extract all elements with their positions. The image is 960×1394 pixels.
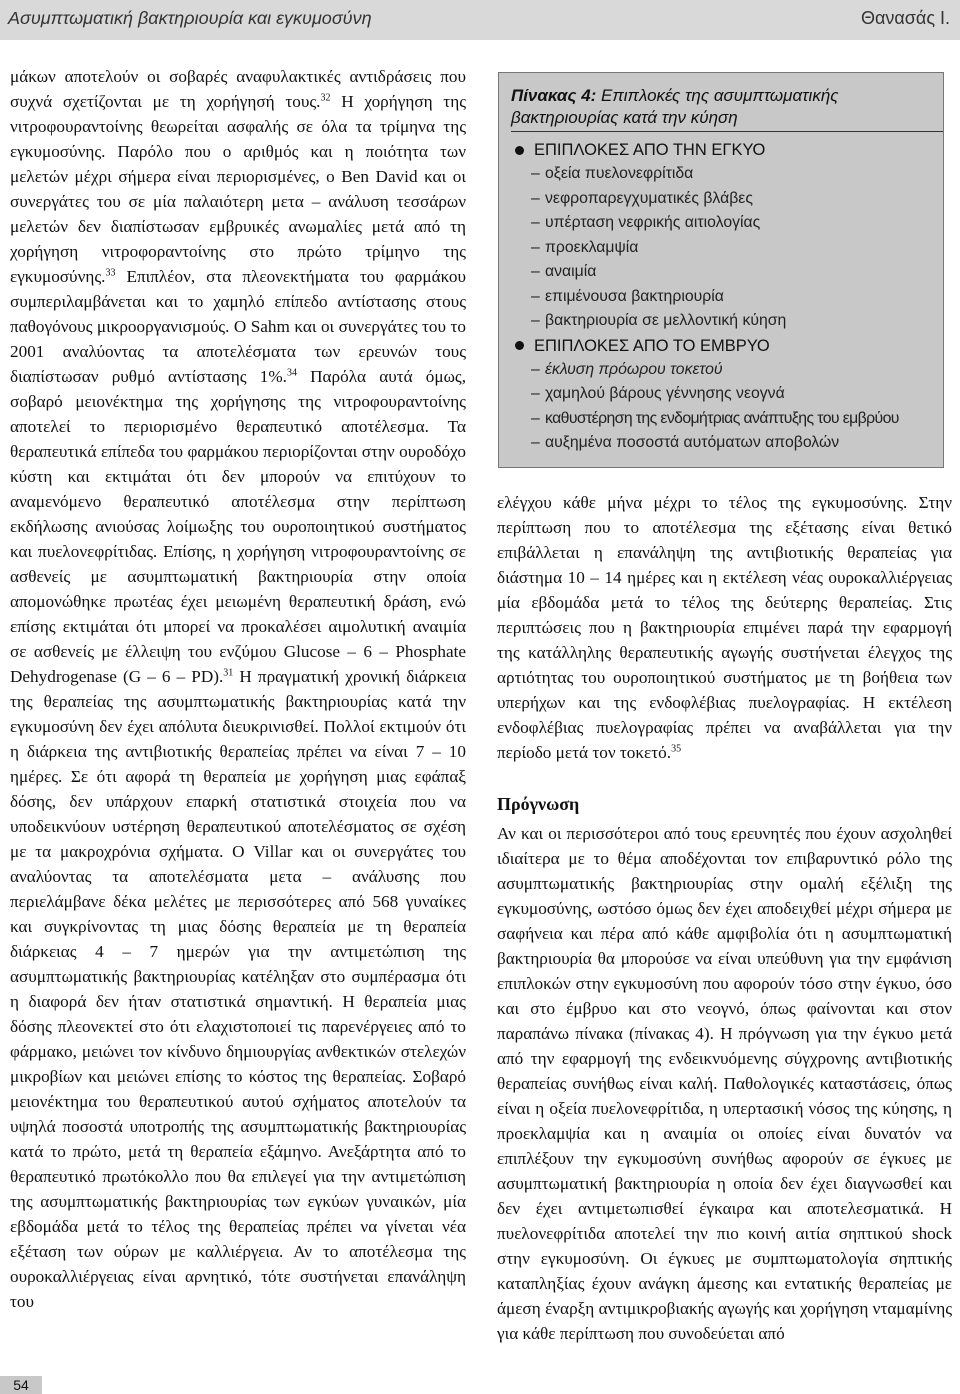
table-list-item [511, 309, 931, 334]
list-item-text: έκλυση πρόωρου τοκετού [545, 360, 723, 378]
table-caption [511, 85, 943, 132]
body-text: μάκων αποτελούν οι σοβαρές αναφυλακτικές αντιδράσεις που συχνά σχετίζονται με τη χορήγησή τους. [10, 67, 466, 111]
list-item-text: οξεία πυελονεφρίτιδα [545, 165, 694, 182]
table-list-item [511, 407, 931, 432]
citation-ref: 33 [105, 267, 116, 279]
citation-ref: 34 [286, 367, 297, 379]
dash-icon: – [531, 165, 540, 182]
body-paragraph: Αν και οι περισσότεροι από τους ερευνητές που έχουν ασχοληθεί ιδιαίτερα με το θέμα αποδέχονται τον επιβαρυντικό ρόλο της ασυμπτωματικής βακτηριουρίας στην ομαλή εξέλιξη της εγκυμοσύνης, ωστόσο όμως δεν έχει αποδειχθεί μέχρι σήμερα με σαφήνεια και πέρα από κάθε αμφιβολία ότι η ασυμπτωματική βακτηριουρία θα μπορούσε να είναι υπεύθυνη για την εμφάνιση επιπλοκών στην εγκυμοσύνη που αφορούν τόσο στην έγκυο, όσο και στο έμβρυο και στο νεογνό, όπως φαίνονται και στον παραπάνω πίνακα (πίνακας 4). Η πρόγνωση για την έγκυο μετά από την εφαρμογή της ενδεικνυόμενης σύγχρονης αντιβιοτικής θεραπείας συνήθως είναι καλή. Παθολογικές καταστάσεις, όπως είναι η οξεία πυελονεφρίτιδα, η υπερτασική νόσος της κύησης, η προεκλαμψία και η αναιμία οι οποίες είναι δυνατόν να επιπλέξουν την εγκυμοσύνη συνήθως αφορούν σε έγκυες με ασυμπτωματική βακτηριουρία η οποία δεν έχει διαγνωσθεί και δεν έχει αντιμετωπισθεί έγκαιρα και αποτελεσματικά. Η πυελονεφρίτιδα αποτελεί την πιο κοινή αιτία σηπτικού shock στην εγκυμοσύνη. Οι έγκυες με συμπτωματολογία σηπτικής καταπληξίας έχουν ανάγκη άμεσης και εντατικής θεραπείας με άμεση έναρξη αντιμικροβιακής αγωγής και χορήγηση νταμαμίνης για κάθε περίπτωση που συνοδεύεται από [497, 824, 952, 1343]
table-list-item [511, 285, 931, 310]
table-list-item [511, 382, 931, 407]
running-header [0, 0, 960, 40]
table-group-heading [511, 138, 931, 162]
body-text: ελέγχου κάθε μήνα μέχρι το τέλος της εγκυμοσύνης. Στην περίπτωση που το αποτέλεσμα της εξέτασης είναι θετικό επιβάλλεται η επανάληψη της αντιβιοτικής θεραπείας για διάστημα 10 – 14 ημέρες και η εκτέλεση νέας ουροκαλλιέργειας μία εβδομάδα μετά το τέλος της δεύτερης θεραπείας. Στις περιπτώσεις που η βακτηριουρία επιμένει παρά την εφαρμογή της κατάλληλης θεραπευτικής αγωγής συστήνεται έλεγχος της αρτιότητας του ουροποιητικού συστήματος με τη βοήθεια των υπερήχων και της ενδοφλέβιας πυελογραφίας. Η εκτέλεση ενδοφλέβιας πυελογραφίας πρέπει να αναβάλλεται για την περίοδο μετά τον τοκετό. [497, 493, 952, 762]
group-heading-text: ΕΠΙΠΛΟΚΕΣ ΑΠΟ ΤΟ ΕΜΒΡΥΟ [534, 336, 770, 355]
header-author: Θανασάς Ι. [860, 8, 950, 28]
table-list-item [511, 187, 931, 212]
dash-icon: – [531, 214, 540, 231]
table-list-item [511, 431, 931, 456]
body-text: Επιπλέον, στα πλεονεκτήματα του φαρμάκου συμπεριλαμβάνεται και το χαμηλό επίπεδο αντίστασης στους παθογόνους μικροοργανισμούς. Ο Sahm και οι συνεργάτες του το 2001 αναλύοντας τα αποτελέσματα των ερευνών τους διαπίστωσαν ρυθμό αντίστασης 1%. [10, 267, 466, 386]
table-list-item [511, 211, 931, 236]
citation-ref: 31 [223, 667, 234, 679]
dash-icon: – [531, 238, 540, 256]
citation-ref: 32 [320, 92, 331, 104]
list-item-text: αυξημένα ποσοστά αυτόματων αποβολών [545, 434, 840, 451]
list-item-text: επιμένουσα βακτηριουρία [545, 287, 724, 305]
table-caption-text: Επιπλοκές της ασυμπτωματικής βακτηριουρίας κατά την κύηση [511, 86, 839, 127]
body-paragraph [497, 490, 952, 765]
bullet-icon [515, 146, 524, 155]
list-item-text: προεκλαμψία [545, 238, 639, 256]
list-item-text: αναιμία [545, 263, 597, 280]
table-list-item [511, 260, 931, 285]
left-column [10, 64, 466, 1314]
table-group-heading [511, 334, 931, 358]
dash-icon: – [531, 409, 540, 427]
section-heading-prognosis: Πρόγνωση [497, 794, 580, 814]
list-item-text: νεφροπαρεγχυματικές βλάβες [545, 189, 753, 207]
header-article-title: Ασυμπτωματική βακτηριουρία και εγκυμοσύνη [8, 8, 372, 28]
bullet-icon [515, 341, 524, 350]
dash-icon: – [531, 312, 540, 329]
table-caption-label: Πίνακας 4: [511, 86, 597, 105]
table-list-item [511, 236, 931, 261]
dash-icon: – [531, 263, 540, 280]
list-item-text: βακτηριουρία σε μελλοντική κύηση [545, 312, 787, 329]
table-4 [498, 72, 944, 468]
citation-ref: 35 [671, 743, 682, 755]
body-text: Η πραγματική χρονική διάρκεια της θεραπείας της ασυμπτωματικής βακτηριουρίας κατά την εγκυμοσύνη δεν έχει απόλυτα διευκρινισθεί. Πολλοί εκτιμούν ότι η διάρκεια της αντιβιοτικής θεραπείας πρέπει να είναι 7 – 10 ημέρες. Σε ότι αφορά τη θεραπεία με χορήγηση μιας εφάπαξ δόσης, δεν υπάρχουν επαρκή στατιστικά στοιχεία που να υποδεικνύουν υστέρηση θεραπευτικού αποτελέσματος σε σχέση με τα μακροχρόνια σχήματα. Ο Villar και οι συνεργάτες του αναλύοντας τα αποτελέσματα μετα – ανάλυσης που περιελάμβανε δέκα μελέτες με περισσότερες από 568 γυναίκες και συγκρίνοντας τη μιας δόσης θεραπεία με τη θεραπεία διάρκειας 4 – 7 ημερών για την αντιμετώπιση της ασυμπτωματικής βακτηριουρίας κατέληξαν στο συμπέρασμα ότι η διαφορά δεν ήταν στατιστικά σημαντική. Η θεραπεία μιας δόσης πλεονεκτεί στο ότι ελαχιστοποιεί τις παρενέργειες από το φάρμακο, μειώνει τον κίνδυνο δημιουργίας ανθεκτικών στελεχών μικροβίων και μειώνει επίσης το κόστος της θεραπείας. Σοβαρό μειονέκτημα του θεραπευτικού αυτού σχήματος αποτελούν τα υψηλά ποσοστά υποτροπής της ασυμπτωματικής βακτηριουρίας κατά το πρώτο, μετά τη θεραπεία εξάμηνο. Ανεξάρτητα από το θεραπευτικό πρωτόκολλο που θα επιλεγεί για την αντιμετώπιση της ασυμπτωματικής βακτηριουρίας των εγκύων γυναικών, μία εβδομάδα μετά το τέλος της θεραπείας πρέπει να γίνεται νέα εξέταση των ούρων με καλλιέργεια. Αν το αποτέλεσμα της ουροκαλλιέργειας είναι αρνητικό, τότε συστήνεται επανάληψη του [10, 667, 467, 1311]
body-text: Η χορήγηση της νιτροφουραντοίνης θεωρείται ασφαλής σε όλα τα τρίμηνα της εγκυμοσύνης. Παρόλο που ο αριθμός και η ποιότητα των μελετών μέχρι σήμερα είναι περιορισμένες, ο Ben David και οι συνεργάτες του σε μία παλαιότερη μετα – ανάλυση τεσσάρων μελετών δεν διαπίστωσαν εμβρυικές ανωμαλίες μετά από τη χορήγηση νιτροφοραντοίνης στο πρώτο τρίμηνο της εγκυμοσύνης. [10, 92, 466, 286]
dash-icon: – [531, 360, 540, 378]
dash-icon: – [531, 287, 540, 305]
list-item-text: υπέρταση νεφρικής αιτιολογίας [545, 214, 761, 231]
table-list-item [511, 358, 931, 383]
list-item-text: καθυστέρηση της ενδομήτριας ανάπτυξης του εμβρύου [545, 409, 899, 427]
dash-icon: – [531, 189, 540, 207]
page-number: 54 [0, 1376, 42, 1394]
right-column [497, 490, 952, 1346]
group-heading-text: ΕΠΙΠΛΟΚΕΣ ΑΠΟ ΤΗΝ ΕΓΚΥΟ [534, 141, 766, 159]
dash-icon: – [531, 385, 540, 402]
body-text: Παρόλα αυτά όμως, σοβαρό μειονέκτημα της χορήγησης της νιτροφουραντοίνης αποτελεί το περιορισμένο θεραπευτικό αποτέλεσμα. Τα θεραπευτικά επίπεδα του φαρμάκου περιορίζονται στην ουροδόχο κύστη και εκτιμάται ότι δεν μπορούν να επιτύχουν το αναμενόμενο θεραπευτικό αποτέλεσμα στην περίπτωση εκδήλωσης ανιούσας λοίμωξης του ουροποιητικού συστήματος και πυελονεφρίτιδας. Επίσης, η χορήγηση νιτροφουραντοίνης σε ασθενείς με ασυμπτωματική βακτηριουρία στην οποία απομονώθηκε πρωτέας έχει μειωμένη θεραπευτική δράση, ενώ επίσης εκτιμάται ότι μπορεί να προκαλέσει αιμολυτική αναιμία σε ασθενείς με έλλειψη του ενζύμου Glucose – 6 – Phosphate Dehydrogenase (G – 6 – PD). [10, 367, 467, 686]
body-paragraph [10, 64, 466, 1314]
list-item-text: χαμηλού βάρους γέννησης νεογνά [545, 385, 785, 402]
table-list-item [511, 162, 931, 187]
dash-icon: – [531, 434, 540, 451]
